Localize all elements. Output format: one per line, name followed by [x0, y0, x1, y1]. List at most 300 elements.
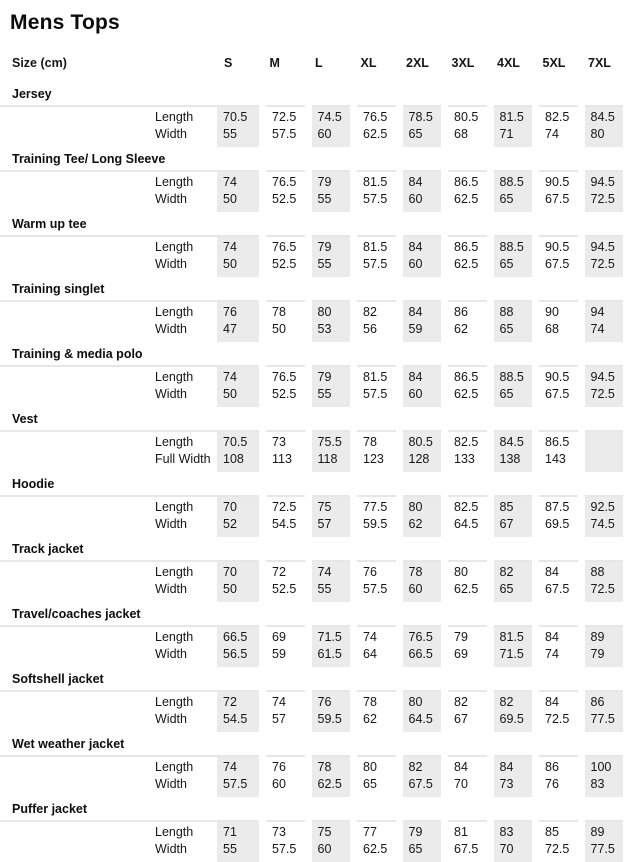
measurement-label: Length: [155, 630, 194, 644]
size-value-cell: 60: [399, 191, 445, 212]
size-value-cell: 138: [490, 451, 536, 472]
measurement-row: [0, 561, 627, 581]
size-value-cell: 78: [399, 561, 445, 581]
size-value-cell: 68: [536, 321, 582, 342]
size-value-cell: 59: [399, 321, 445, 342]
size-value-cell: 89: [581, 821, 627, 841]
measurement-label: Length: [155, 825, 194, 839]
row-indent: [0, 841, 155, 862]
size-value-cell: 52.5: [263, 581, 309, 602]
size-value-cell: 82.5: [445, 431, 491, 451]
size-value-cell: 72.5: [581, 191, 627, 212]
size-value-cell: 94.5: [581, 236, 627, 256]
size-value-cell: 74.5: [308, 106, 354, 126]
size-value-cell: 62: [399, 516, 445, 537]
size-value-cell: 70.5: [217, 106, 263, 126]
size-value-cell: 79: [308, 171, 354, 191]
size-value-cell: 55: [308, 191, 354, 212]
size-value-cell: 62.5: [308, 776, 354, 797]
size-value-cell: 76.5: [399, 626, 445, 646]
row-indent: [0, 561, 155, 581]
size-value-cell: 54.5: [217, 711, 263, 732]
measurement-label: Width: [155, 582, 187, 596]
size-value-cell: 77.5: [581, 711, 627, 732]
size-value-cell: 94.5: [581, 366, 627, 386]
size-value-cell: 78: [263, 301, 309, 321]
section-header-row: [0, 797, 627, 821]
size-value-cell: 50: [217, 256, 263, 277]
size-value-cell: 84: [399, 236, 445, 256]
size-column-header: 2XL: [406, 56, 429, 70]
section-header-row: [0, 342, 627, 366]
row-indent: [0, 451, 155, 472]
section-header-row: [0, 667, 627, 691]
size-value-cell: 74: [581, 321, 627, 342]
size-value-cell: 143: [536, 451, 582, 472]
measurement-row: [0, 516, 627, 537]
size-value-cell: 133: [445, 451, 491, 472]
size-value-cell: 74: [536, 646, 582, 667]
size-value-cell: 90: [536, 301, 582, 321]
size-value-cell: 73: [263, 431, 309, 451]
size-value-cell: 72.5: [263, 106, 309, 126]
size-value-cell: 65: [490, 386, 536, 407]
row-indent: [0, 821, 155, 841]
size-column-header: 5XL: [542, 56, 566, 70]
size-value-cell: 74: [354, 626, 400, 646]
measurement-row: [0, 711, 627, 732]
size-value-cell: 69: [445, 646, 491, 667]
size-value-cell: 55: [217, 841, 263, 862]
size-value-cell: 77.5: [581, 841, 627, 862]
size-value-cell: 90.5: [536, 366, 582, 386]
measurement-row: [0, 581, 627, 602]
size-value-cell: 65: [490, 191, 536, 212]
measurement-row: [0, 626, 627, 646]
row-indent: [0, 236, 155, 256]
row-indent: [0, 301, 155, 321]
size-value-cell: 88.5: [490, 171, 536, 191]
row-indent: [0, 516, 155, 537]
measurement-row: [0, 691, 627, 711]
size-value-cell: 88.5: [490, 236, 536, 256]
section-name: Jersey: [0, 82, 627, 106]
size-value-cell: 74: [217, 171, 263, 191]
size-value-cell: 65: [399, 126, 445, 147]
size-value-cell: 66.5: [399, 646, 445, 667]
section-name: Wet weather jacket: [0, 732, 627, 756]
measurement-row: [0, 236, 627, 256]
size-value-cell: 71.5: [490, 646, 536, 667]
size-value-cell: 94: [581, 301, 627, 321]
measurement-label: Width: [155, 322, 187, 336]
size-value-cell: 88.5: [490, 366, 536, 386]
size-value-cell: 78: [354, 431, 400, 451]
row-indent: [0, 366, 155, 386]
measurement-label: Length: [155, 240, 194, 254]
size-value-cell: 90.5: [536, 171, 582, 191]
size-value-cell: 88: [581, 561, 627, 581]
size-value-cell: 128: [399, 451, 445, 472]
measurement-label: Width: [155, 842, 187, 856]
section-name: Track jacket: [0, 537, 627, 561]
size-value-cell: 76.5: [354, 106, 400, 126]
measurement-label: Length: [155, 695, 194, 709]
size-value-cell: 55: [308, 386, 354, 407]
size-value-cell: 80: [399, 691, 445, 711]
size-value-cell: 84: [536, 561, 582, 581]
size-value-cell: 77.5: [354, 496, 400, 516]
size-value-cell: 62.5: [445, 256, 491, 277]
size-value-cell: 75: [308, 496, 354, 516]
size-value-cell: 76: [263, 756, 309, 776]
size-value-cell: 82: [354, 301, 400, 321]
size-value-cell: 86: [581, 691, 627, 711]
size-value-cell: 55: [308, 256, 354, 277]
size-value-cell: 71: [490, 126, 536, 147]
size-value-cell: 100: [581, 756, 627, 776]
size-value-cell: 81.5: [354, 236, 400, 256]
size-value-cell: 74: [263, 691, 309, 711]
size-value-cell: 59.5: [354, 516, 400, 537]
size-value-cell: 77: [354, 821, 400, 841]
section-header-row: [0, 147, 627, 171]
measurement-label: Length: [155, 110, 194, 124]
size-value-cell: 74.5: [581, 516, 627, 537]
size-value-cell: 84: [536, 691, 582, 711]
measurement-label: Length: [155, 760, 194, 774]
size-value-cell: 60: [399, 386, 445, 407]
size-unit-header: Size (cm): [12, 56, 67, 70]
size-value-cell: 53: [308, 321, 354, 342]
size-value-cell: 86.5: [445, 171, 491, 191]
measurement-label: Width: [155, 387, 187, 401]
section-header-row: [0, 602, 627, 626]
size-value-cell: 80: [445, 561, 491, 581]
measurement-row: [0, 171, 627, 191]
section-name: Vest: [0, 407, 627, 431]
size-chart-table: [0, 50, 627, 862]
row-indent: [0, 496, 155, 516]
measurement-label: Width: [155, 517, 187, 531]
size-value-cell: 83: [581, 776, 627, 797]
size-value-cell: 62.5: [445, 386, 491, 407]
size-value-cell: 72: [263, 561, 309, 581]
size-value-cell: 67.5: [536, 256, 582, 277]
size-value-cell: 67.5: [536, 386, 582, 407]
size-value-cell: 86: [536, 756, 582, 776]
size-value-cell: 90.5: [536, 236, 582, 256]
size-value-cell: 69: [263, 626, 309, 646]
section-header-row: [0, 407, 627, 431]
size-value-cell: 62.5: [445, 191, 491, 212]
size-value-cell: 84: [399, 301, 445, 321]
section-header-row: [0, 277, 627, 301]
size-value-cell: 82.5: [445, 496, 491, 516]
size-value-cell: 83: [490, 821, 536, 841]
measurement-row: [0, 776, 627, 797]
size-value-cell: 70: [217, 561, 263, 581]
size-value-cell: 57.5: [263, 126, 309, 147]
size-value-cell: 64.5: [399, 711, 445, 732]
size-value-cell: 60: [399, 256, 445, 277]
size-value-cell: 84.5: [490, 431, 536, 451]
row-indent: [0, 581, 155, 602]
measurement-row: [0, 451, 627, 472]
size-value-cell: 65: [399, 841, 445, 862]
page-title: Mens Tops: [10, 11, 120, 34]
size-value-cell: 79: [445, 626, 491, 646]
section-header-row: [0, 732, 627, 756]
section-name: Training & media polo: [0, 342, 627, 366]
size-value-cell: 86.5: [445, 366, 491, 386]
size-value-cell: [581, 451, 627, 472]
size-value-cell: 87.5: [536, 496, 582, 516]
size-value-cell: 72: [217, 691, 263, 711]
size-value-cell: 57.5: [354, 256, 400, 277]
size-value-cell: 65: [490, 256, 536, 277]
size-value-cell: 79: [308, 366, 354, 386]
size-value-cell: 70: [490, 841, 536, 862]
size-column-header: M: [269, 56, 280, 70]
size-value-cell: 71.5: [308, 626, 354, 646]
measurement-row: [0, 256, 627, 277]
size-value-cell: 64: [354, 646, 400, 667]
size-value-cell: 69.5: [536, 516, 582, 537]
size-value-cell: 79: [308, 236, 354, 256]
section-header-row: [0, 82, 627, 106]
size-value-cell: 75: [308, 821, 354, 841]
size-value-cell: 84: [399, 171, 445, 191]
size-value-cell: 73: [490, 776, 536, 797]
measurement-label: Length: [155, 175, 194, 189]
size-value-cell: 94.5: [581, 171, 627, 191]
size-value-cell: 57.5: [354, 191, 400, 212]
size-value-cell: 76.5: [263, 171, 309, 191]
measurement-row: [0, 301, 627, 321]
section-name: Training singlet: [0, 277, 627, 301]
section-name: Puffer jacket: [0, 797, 627, 821]
row-indent: [0, 776, 155, 797]
measurement-row: [0, 191, 627, 212]
size-value-cell: 85: [490, 496, 536, 516]
size-value-cell: 123: [354, 451, 400, 472]
size-value-cell: 78: [354, 691, 400, 711]
size-value-cell: 50: [263, 321, 309, 342]
size-column-header: 3XL: [451, 56, 475, 70]
size-value-cell: [581, 431, 627, 451]
size-value-cell: 82: [445, 691, 491, 711]
size-value-cell: 70: [445, 776, 491, 797]
size-value-cell: 86: [445, 301, 491, 321]
size-value-cell: 57.5: [217, 776, 263, 797]
section-name: Softshell jacket: [0, 667, 627, 691]
size-value-cell: 57.5: [263, 841, 309, 862]
row-indent: [0, 386, 155, 407]
size-value-cell: 86.5: [536, 431, 582, 451]
size-value-cell: 67.5: [536, 191, 582, 212]
size-value-cell: 50: [217, 386, 263, 407]
size-value-cell: 72.5: [581, 581, 627, 602]
size-value-cell: 75.5: [308, 431, 354, 451]
size-value-cell: 59: [263, 646, 309, 667]
size-value-cell: 118: [308, 451, 354, 472]
size-value-cell: 108: [217, 451, 263, 472]
size-value-cell: 62: [354, 711, 400, 732]
measurement-label: Length: [155, 305, 194, 319]
measurement-label: Width: [155, 712, 187, 726]
size-value-cell: 72.5: [581, 386, 627, 407]
size-value-cell: 81.5: [490, 626, 536, 646]
size-value-cell: 50: [217, 191, 263, 212]
measurement-row: [0, 841, 627, 862]
size-value-cell: 52: [217, 516, 263, 537]
size-value-cell: 72.5: [581, 256, 627, 277]
measurement-row: [0, 431, 627, 451]
measurement-label: Width: [155, 647, 187, 661]
measurement-row: [0, 366, 627, 386]
size-value-cell: 84: [536, 626, 582, 646]
size-value-cell: 56: [354, 321, 400, 342]
measurement-label: Full Width: [155, 452, 211, 466]
size-value-cell: 68: [445, 126, 491, 147]
size-header-row: [0, 50, 627, 82]
measurement-label: Width: [155, 257, 187, 271]
size-value-cell: 74: [217, 756, 263, 776]
section-name: Training Tee/ Long Sleeve: [0, 147, 627, 171]
size-value-cell: 57.5: [354, 581, 400, 602]
measurement-row: [0, 126, 627, 147]
measurement-row: [0, 496, 627, 516]
size-value-cell: 72.5: [263, 496, 309, 516]
size-value-cell: 60: [263, 776, 309, 797]
row-indent: [0, 756, 155, 776]
size-value-cell: 67: [490, 516, 536, 537]
size-value-cell: 69.5: [490, 711, 536, 732]
size-value-cell: 81: [445, 821, 491, 841]
size-value-cell: 52.5: [263, 191, 309, 212]
size-value-cell: 84: [445, 756, 491, 776]
size-value-cell: 79: [581, 646, 627, 667]
measurement-label: Length: [155, 435, 194, 449]
size-value-cell: 61.5: [308, 646, 354, 667]
size-value-cell: 76: [308, 691, 354, 711]
size-column-header: 4XL: [497, 56, 520, 70]
size-value-cell: 60: [399, 581, 445, 602]
size-value-cell: 84: [399, 366, 445, 386]
size-value-cell: 80.5: [445, 106, 491, 126]
measurement-label: Length: [155, 370, 194, 384]
size-value-cell: 82: [399, 756, 445, 776]
measurement-row: [0, 646, 627, 667]
size-column-header: XL: [360, 56, 377, 70]
size-value-cell: 81.5: [354, 171, 400, 191]
size-value-cell: 76: [536, 776, 582, 797]
size-value-cell: 62.5: [354, 126, 400, 147]
size-value-cell: 74: [536, 126, 582, 147]
size-value-cell: 85: [536, 821, 582, 841]
size-value-cell: 81.5: [354, 366, 400, 386]
measurement-row: [0, 386, 627, 407]
size-value-cell: 84: [490, 756, 536, 776]
size-value-cell: 80.5: [399, 431, 445, 451]
size-column-header: S: [224, 56, 233, 70]
size-value-cell: 88: [490, 301, 536, 321]
size-value-cell: 71: [217, 821, 263, 841]
size-value-cell: 80: [354, 756, 400, 776]
section-header-row: [0, 212, 627, 236]
size-value-cell: 66.5: [217, 626, 263, 646]
size-value-cell: 81.5: [490, 106, 536, 126]
size-value-cell: 65: [490, 581, 536, 602]
size-value-cell: 92.5: [581, 496, 627, 516]
size-value-cell: 89: [581, 626, 627, 646]
row-indent: [0, 691, 155, 711]
size-value-cell: 80: [581, 126, 627, 147]
row-indent: [0, 321, 155, 342]
size-chart-body: [0, 82, 627, 862]
size-value-cell: 74: [308, 561, 354, 581]
size-value-cell: 52.5: [263, 256, 309, 277]
size-value-cell: 67.5: [399, 776, 445, 797]
size-value-cell: 65: [490, 321, 536, 342]
size-value-cell: 57.5: [354, 386, 400, 407]
size-value-cell: 70: [217, 496, 263, 516]
size-value-cell: 79: [399, 821, 445, 841]
size-value-cell: 76.5: [263, 236, 309, 256]
size-value-cell: 55: [308, 581, 354, 602]
row-indent: [0, 191, 155, 212]
row-indent: [0, 711, 155, 732]
measurement-label: Width: [155, 192, 187, 206]
size-value-cell: 60: [308, 126, 354, 147]
measurement-row: [0, 321, 627, 342]
size-value-cell: 86.5: [445, 236, 491, 256]
row-indent: [0, 106, 155, 126]
size-value-cell: 78: [308, 756, 354, 776]
size-value-cell: 56.5: [217, 646, 263, 667]
row-indent: [0, 646, 155, 667]
size-value-cell: 62: [445, 321, 491, 342]
measurement-row: [0, 756, 627, 776]
size-value-cell: 82: [490, 691, 536, 711]
size-value-cell: 78.5: [399, 106, 445, 126]
size-value-cell: 57: [308, 516, 354, 537]
size-value-cell: 62.5: [354, 841, 400, 862]
size-value-cell: 76: [217, 301, 263, 321]
measurement-row: [0, 821, 627, 841]
size-column-header: L: [315, 56, 323, 70]
size-value-cell: 70.5: [217, 431, 263, 451]
row-indent: [0, 431, 155, 451]
size-value-cell: 74: [217, 236, 263, 256]
size-value-cell: 73: [263, 821, 309, 841]
size-value-cell: 67: [445, 711, 491, 732]
measurement-label: Length: [155, 500, 194, 514]
measurement-label: Width: [155, 777, 187, 791]
size-value-cell: 80: [399, 496, 445, 516]
size-value-cell: 74: [217, 366, 263, 386]
row-indent: [0, 256, 155, 277]
size-value-cell: 64.5: [445, 516, 491, 537]
section-name: Warm up tee: [0, 212, 627, 236]
measurement-label: Length: [155, 565, 194, 579]
section-header-row: [0, 472, 627, 496]
row-indent: [0, 626, 155, 646]
size-value-cell: 65: [354, 776, 400, 797]
size-value-cell: 113: [263, 451, 309, 472]
size-value-cell: 67.5: [445, 841, 491, 862]
